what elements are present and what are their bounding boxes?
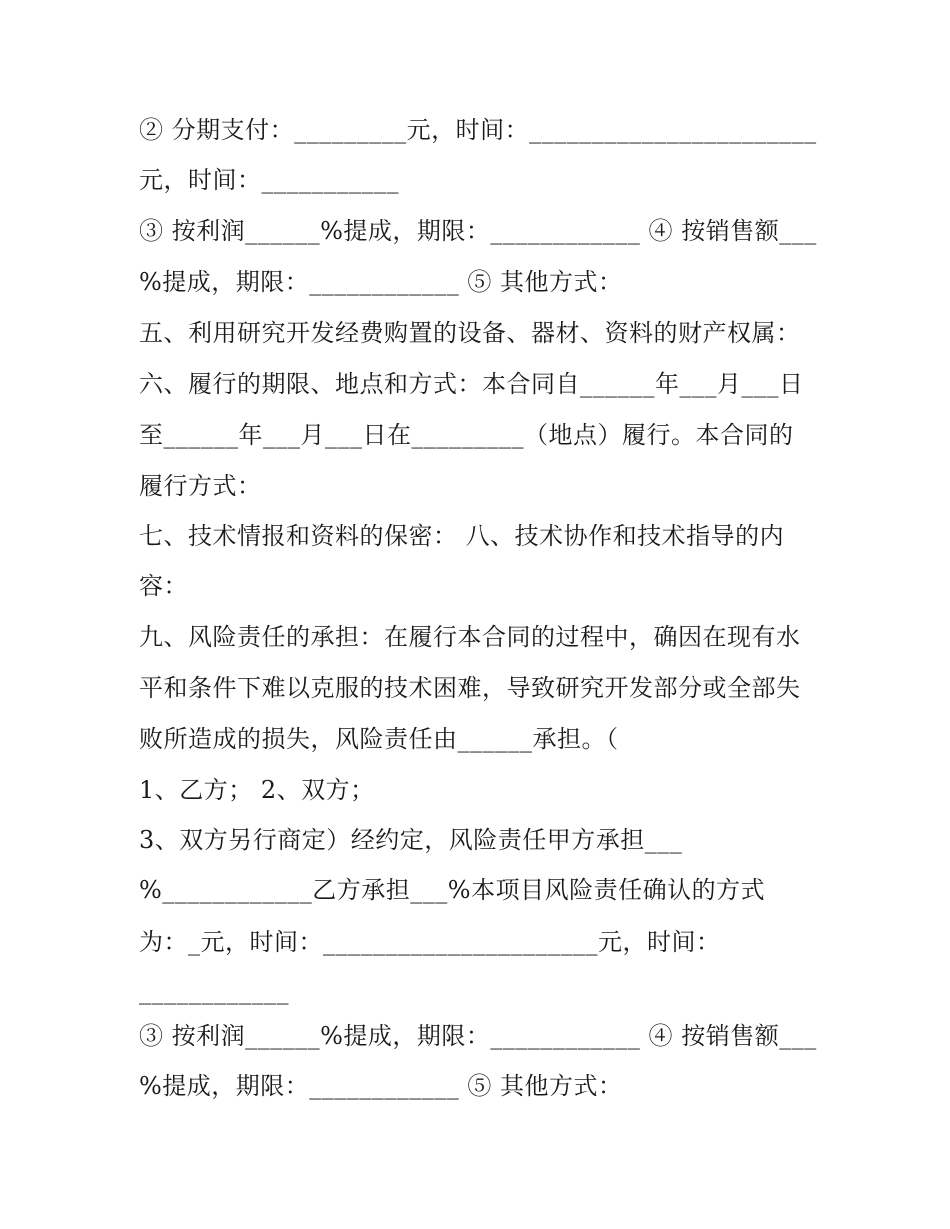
text-line-profit-share-period: %提成，期限：____________ ⑤ 其他方式： [139, 268, 623, 296]
text-line-risk-option-3: 3、双方另行商定）经约定，风险责任甲方承担___ [139, 826, 683, 854]
text-line-profit-share-period-repeat: %提成，期限：____________ ⑤ 其他方式： [139, 1072, 623, 1100]
text-line-installment-time: 元，时间：___________ [139, 166, 399, 194]
text-line-risk-confirmation: 为：_元，时间：______________________元，时间： [139, 928, 721, 956]
text-line-section-eight-cont: 容： [139, 572, 188, 600]
text-line-risk-options-1-2: 1、乙方； 2、双方； [139, 776, 375, 804]
text-line-profit-share: ③ 按利润______%提成，期限：____________ ④ 按销售额___ [139, 217, 817, 245]
text-line-profit-share-repeat: ③ 按利润______%提成，期限：____________ ④ 按销售额___ [139, 1022, 817, 1050]
text-line-installment-payment: ② 分期支付：_________元，时间：_______________________ [139, 116, 817, 144]
text-line-section-six: 六、履行的期限、地点和方式：本合同自______年___月___日 [139, 370, 804, 398]
text-line-section-six-cont: 至______年___月___日在_________（地点）履行。本合同的 [139, 421, 794, 449]
text-line-section-seven-eight: 七、技术情报和资料的保密： 八、技术协作和技术指导的内 [139, 522, 785, 550]
text-line-risk-share: %____________乙方承担___%本项目风险责任确认的方式 [139, 876, 766, 904]
text-line-section-nine-cont1: 平和条件下难以克服的技术困难，导致研究开发部分或全部失 [139, 674, 801, 702]
text-line-performance-method: 履行方式： [139, 472, 262, 500]
text-line-blank: ____________ [139, 977, 289, 1005]
text-line-section-five: 五、利用研究开发经费购置的设备、器材、资料的财产权属： [139, 319, 801, 347]
text-line-section-nine: 九、风险责任的承担：在履行本合同的过程中，确因在现有水 [139, 623, 801, 651]
text-line-section-nine-cont2: 败所造成的损失，风险责任由______承担。（ [139, 725, 619, 753]
